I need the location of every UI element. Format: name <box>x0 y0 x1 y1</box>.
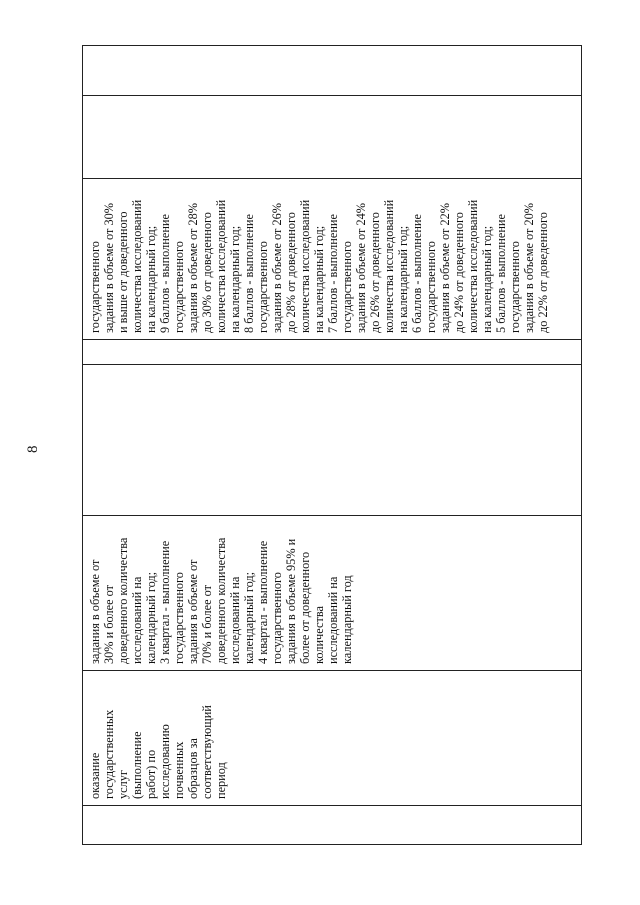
table-cell-empty <box>83 96 582 179</box>
table-cell-empty <box>83 46 582 96</box>
table-cell-quarterly <box>83 516 582 671</box>
table-cell-narrow <box>83 340 582 365</box>
table-cell-index <box>83 806 582 845</box>
table-row <box>83 46 582 845</box>
service-text: оказание государственных услуг (выполнение работ) по исследованию почвенных образцов за соответствующий период <box>88 705 228 799</box>
page-number: 8 <box>25 445 41 453</box>
table-cell-service <box>83 671 582 806</box>
score-criteria-text: государственного задания в объеме от 30% и выше от доведенного количества исследований на календарный год; 9 баллов - выполнение государственного задания в объеме от 28% до 30% от доведенного количества исследований на календарный год; 8 баллов - выполнение государственного задания в объеме от 26% до 28% от доведенного количества исследований на календарный год; 7 баллов - выполнение государственного задания в объеме от 24% до 26% от доведенного количества исследований на календарный год; 6 баллов - выполнение государственного задания в объеме от 22% до 24% от доведенного количества исследований на календарный год; 5 баллов - выполнение государственного задания в объеме от 20% до 22% от доведенного <box>88 199 550 333</box>
table-cell-empty <box>83 365 582 516</box>
criteria-table <box>82 45 582 845</box>
rotated-table-container <box>82 45 582 845</box>
table-cell-scores <box>83 179 582 340</box>
table-frame <box>82 45 582 845</box>
quarterly-criteria-text: задания в объеме от 30% и более от доведенного количества исследований на календарный год; 3 квартал - выполнение государственного задания в объеме от 70% и более от доведенного количества исследований на календарный год; 4 квартал - выполнение государственного задания в объеме 95% и более от доведенного количества исследований на календарный год <box>88 537 354 664</box>
